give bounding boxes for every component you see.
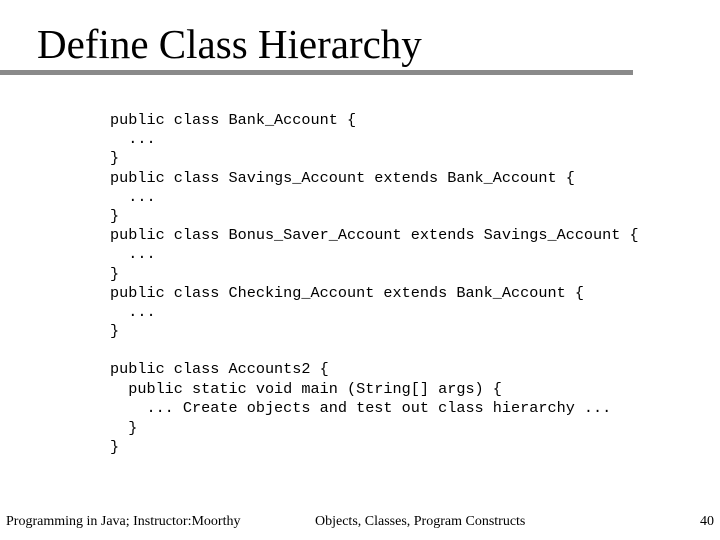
code-line: }	[110, 264, 120, 283]
footer-topic: Objects, Classes, Program Constructs	[315, 514, 526, 529]
code-line: ...	[110, 130, 156, 149]
code-line: }	[110, 149, 120, 168]
title-underline	[0, 70, 633, 75]
code-line: ...	[110, 302, 156, 321]
code-line: ...	[110, 187, 156, 206]
code-line: public class Bank_Account {	[110, 111, 357, 129]
code-line: public class Bonus_Saver_Account extends Savings_Account {	[110, 226, 639, 245]
code-line: public class Savings_Account extends Bank_Account {	[110, 168, 575, 187]
slide-title: Define Class Hierarchy	[37, 21, 422, 67]
class-definitions-code	[110, 111, 639, 341]
code-line: public class Accounts2 {	[110, 360, 329, 378]
code-line: }	[110, 206, 120, 225]
code-line: }	[110, 322, 120, 341]
page-number: 40	[700, 514, 714, 529]
footer-course: Programming in Java; Instructor:Moorthy	[6, 514, 241, 529]
code-line: public static void main (String[] args) {	[110, 379, 502, 398]
code-line: ... Create objects and test out class hierarchy ...	[110, 399, 612, 417]
code-line: }	[110, 438, 120, 456]
code-line: }	[110, 418, 138, 437]
code-line: ...	[110, 245, 156, 264]
code-line: public class Checking_Account extends Bank_Account {	[110, 283, 584, 302]
main-class-code	[110, 360, 611, 458]
